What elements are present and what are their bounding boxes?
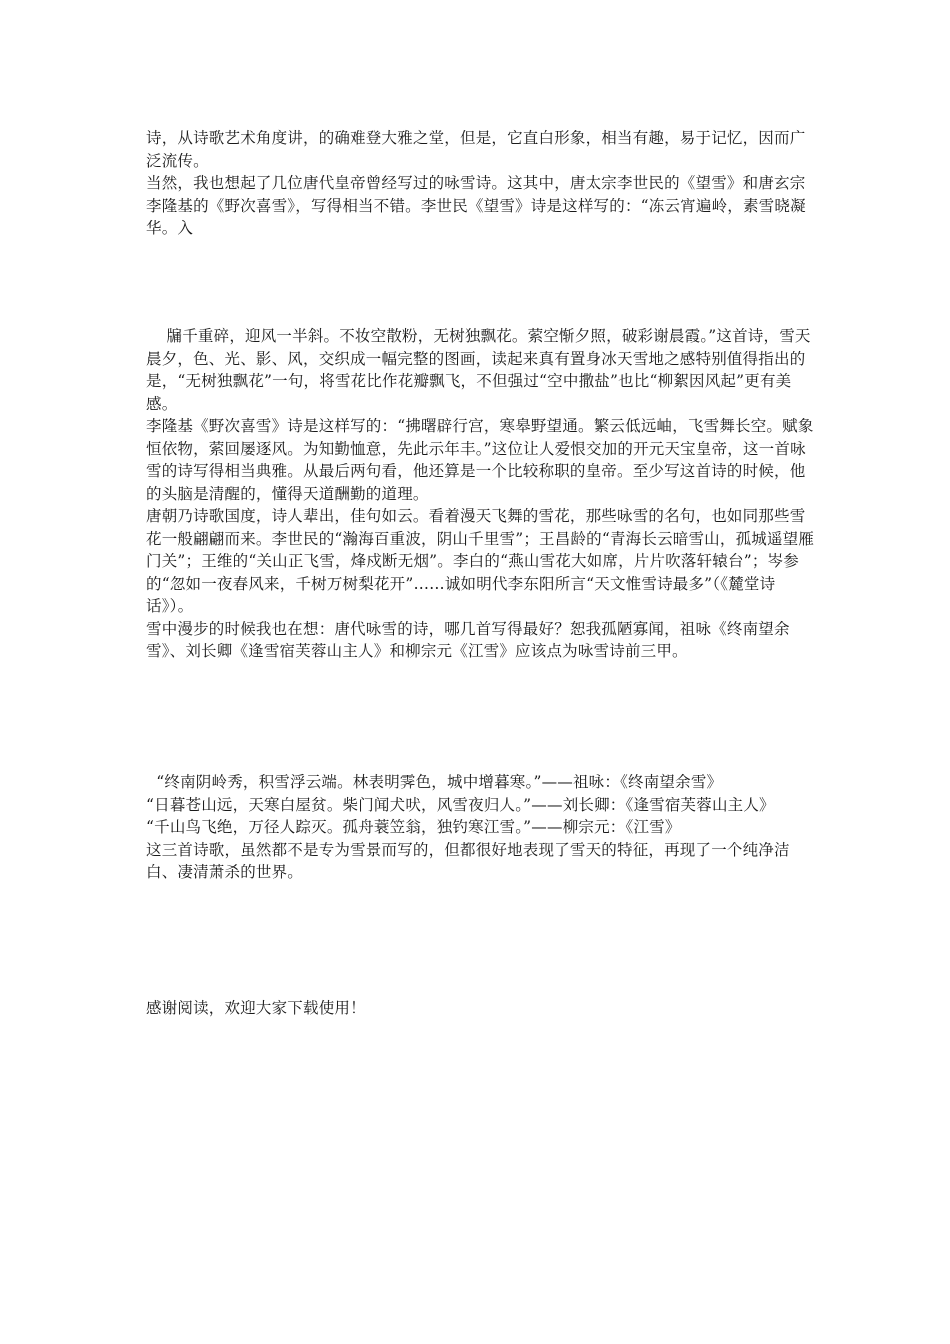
text-block-closing [146,997,816,1020]
poem-quote-liuchangqing: “日暮苍山远，天寒白屋贫。柴门闻犬吠，风雪夜归人。”——刘长卿：《逢雪宿芙蓉山主人》 [146,795,775,814]
text-block-3 [146,771,816,884]
text-block-2 [146,325,816,663]
poem-quote-liuzongyuan: “千山鸟飞绝，万径人踪灭。孤舟蓑笠翁，独钓寒江雪。”——柳宗元：《江雪》 [146,818,681,836]
paragraph: 牖千重碎，迎风一半斜。不妆空散粉，无树独飘花。萦空惭夕照，破彩谢晨霞。”这首诗，雪天晨夕，色、光、影、风，交织成一幅完整的图画，读起来真有置身冰天雪地之感特别值得指出的是，“无树独飘花”一句，将雪花比作花瓣飘飞，不但强过“空中撒盐”也比“柳絮因风起”更有美感。 [146,327,811,413]
paragraph: 雪中漫步的时候我也在想：唐代咏雪的诗，哪几首写得最好？恕我孤陋寡闻，祖咏《终南望余雪》、刘长卿《逢雪宿芙蓉山主人》和柳宗元《江雪》应该点为咏雪诗前三甲。 [146,619,790,660]
text-block-1 [146,127,816,240]
paragraph: 诗，从诗歌艺术角度讲，的确难登大雅之堂，但是，它直白形象，相当有趣，易于记忆，因而广泛流传。 [146,129,806,170]
paragraph: 唐朝乃诗歌国度，诗人辈出，佳句如云。看着漫天飞舞的雪花，那些咏雪的名句，也如同那些雪花一般翩翩而来。李世民的“瀚海百重波，阴山千里雪”；王昌龄的“青海长云暗雪山，孤城遥望雁门关”；王维的“关山正飞雪，烽戍断无烟”。李白的“燕山雪花大如席，片片吹落轩辕台”；岑参的“忽如一夜春风来，千树万树梨花开”……诚如明代李东阳所言“天文惟雪诗最多”（《麓堂诗话》）。 [146,507,815,615]
paragraph: 李隆基《野次喜雪》诗是这样写的：“拂曙辟行宫，寒皋野望通。繁云低远岫，飞雪舞长空。赋象恒依物，萦回屡逐风。为知勤恤意，先此示年丰。”这位让人爱恨交加的开元天宝皇帝，这一首咏雪的诗写得相当典雅。从最后两句看，他还算是一个比较称职的皇帝。至少写这首诗的时候，他的头脑是清醒的，懂得天道酬勤的道理。 [146,417,814,503]
paragraph: 当然，我也想起了几位唐代皇帝曾经写过的咏雪诗。这其中，唐太宗李世民的《望雪》和唐玄宗李隆基的《野次喜雪》，写得相当不错。李世民《望雪》诗是这样写的：“冻云宵遍岭，素雪晓凝华。入 [146,174,806,237]
paragraph: 这三首诗歌，虽然都不是专为雪景而写的，但都很好地表现了雪天的特征，再现了一个纯净洁白、凄清萧杀的世界。 [146,840,790,881]
poem-quote-zuyong: “终南阴岭秀，积雪浮云端。林表明霁色，城中增暮寒。”——祖咏：《终南望余雪》 [146,773,723,791]
closing-note: 感谢阅读，欢迎大家下载使用！ [146,999,366,1017]
